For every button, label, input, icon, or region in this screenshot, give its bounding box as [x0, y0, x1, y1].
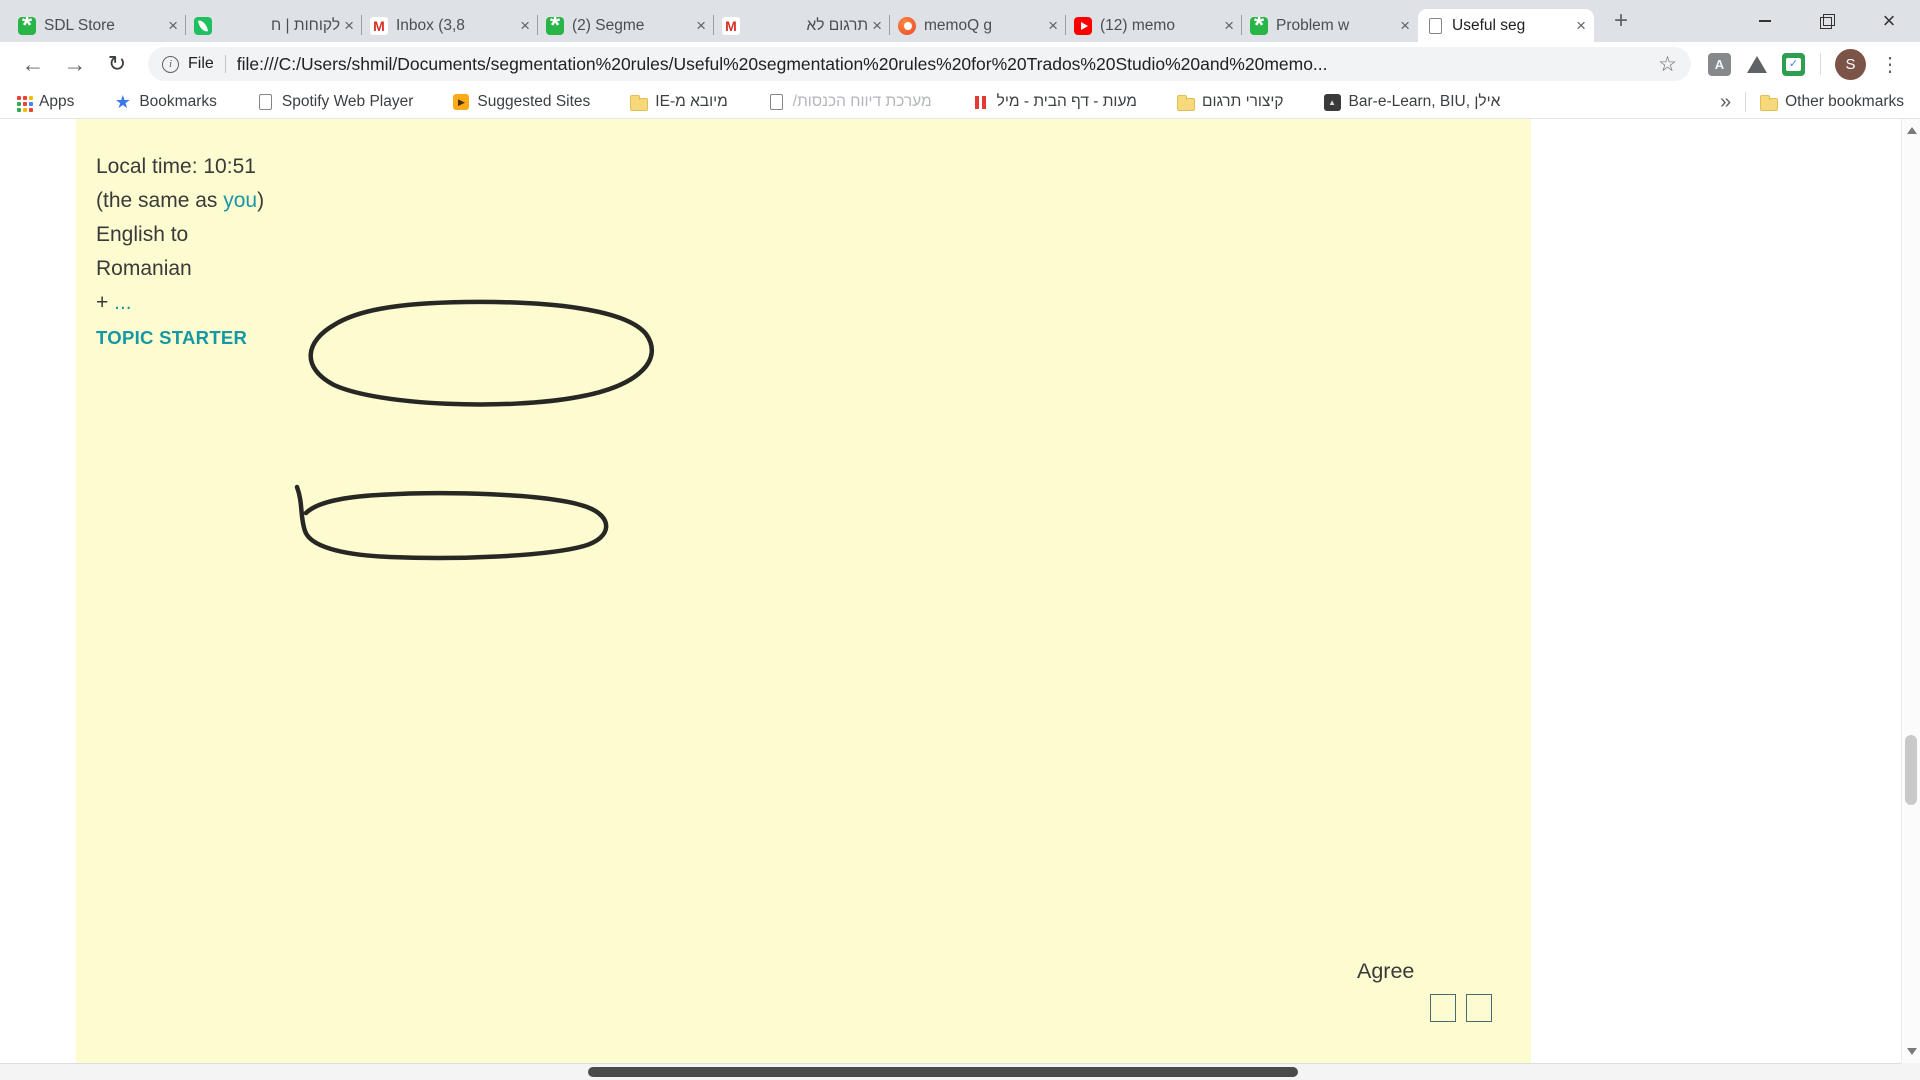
post-text-line — [337, 765, 1517, 793]
bookmark-label: מערכת דיווח הכנסות/ — [792, 93, 932, 110]
bookmark-label: Bookmarks — [139, 93, 217, 110]
bookmark-label: Spotify Web Player — [281, 93, 414, 110]
bookmarks-bar — [0, 86, 1920, 119]
scrollbar-corner — [1901, 1063, 1920, 1080]
tab-close-icon[interactable]: × — [696, 15, 706, 35]
post-text-line — [337, 233, 1517, 261]
scroll-down-arrow-icon[interactable] — [1907, 1048, 1917, 1055]
window-controls — [1734, 0, 1920, 42]
post-text-line — [337, 513, 1517, 541]
bookmark-favicon-icon — [1177, 94, 1194, 111]
browser-tab[interactable] — [1418, 9, 1594, 42]
bookmark-label: Suggested Sites — [477, 93, 591, 110]
bookmark-item[interactable] — [453, 93, 590, 111]
window-minimize-button[interactable] — [1734, 0, 1796, 42]
same-as-you-line — [96, 189, 336, 223]
tab-favicon-icon — [1074, 17, 1092, 35]
horizontal-scrollbar[interactable] — [0, 1063, 1901, 1080]
bookmark-favicon-icon — [768, 94, 785, 111]
browser-tab[interactable] — [1066, 9, 1242, 42]
bookmark-item[interactable] — [630, 93, 727, 111]
address-separator — [225, 55, 226, 73]
bookmark-label: מעות - דף הבית - מיל — [996, 93, 1137, 110]
post-text-line — [337, 261, 1517, 289]
toolbar-separator — [1820, 53, 1821, 75]
bookmark-label: מיובא מ-IE — [655, 93, 728, 110]
tab-favicon-icon — [18, 17, 36, 35]
post-text-line — [337, 177, 1517, 205]
tab-title: SDL Store — [44, 16, 115, 34]
post-text-line — [337, 541, 1517, 569]
tab-title: (12) memo — [1100, 16, 1175, 34]
tab-close-icon[interactable]: × — [872, 15, 882, 35]
page-content — [0, 119, 1920, 1080]
bookmark-favicon-icon — [972, 94, 989, 111]
tab-close-icon[interactable]: × — [1400, 15, 1410, 35]
post-text-line — [337, 597, 1517, 625]
tab-list — [0, 0, 1920, 42]
more-language-pairs — [96, 291, 336, 325]
tab-favicon-icon — [1250, 17, 1268, 35]
post-text-line — [337, 905, 1517, 933]
bookmark-item[interactable] — [14, 93, 74, 111]
agree-checkbox-2[interactable] — [1466, 994, 1492, 1022]
post-text-line — [337, 401, 1517, 429]
more-pairs-link[interactable]: ... — [114, 291, 132, 314]
tab-favicon-icon — [194, 17, 212, 35]
back-button[interactable]: ← — [21, 50, 45, 77]
post-text-line — [337, 569, 1517, 597]
post-text-line — [337, 681, 1517, 709]
post-text-line — [337, 849, 1517, 877]
reload-button[interactable]: ↻ — [107, 51, 127, 76]
same-as-prefix: (the same as — [96, 189, 224, 212]
other-bookmarks-folder[interactable] — [1760, 93, 1904, 111]
bookmark-favicon-icon — [14, 94, 31, 111]
tab-close-icon[interactable]: × — [1224, 15, 1234, 35]
tab-title: Problem w — [1276, 16, 1350, 34]
browser-tab[interactable] — [890, 9, 1066, 42]
url-text[interactable]: file:///C:/Users/shmil/Documents/segmentation%20rules/Useful%20segmentation%20rules%20for%20Trados%20Studio%20and%20memo... — [236, 53, 1328, 74]
bookmark-item[interactable] — [972, 93, 1137, 111]
forward-button[interactable]: → — [63, 50, 87, 77]
bookmark-label: קיצורי תרגום — [1201, 93, 1284, 110]
window-restore-button[interactable] — [1796, 0, 1858, 42]
vertical-scrollbar-thumb[interactable] — [1905, 735, 1917, 805]
bookmark-item[interactable] — [1177, 93, 1284, 111]
page-info-icon[interactable] — [162, 56, 179, 73]
more-pairs-prefix: + — [96, 291, 115, 314]
bookmark-favicon-icon — [453, 94, 469, 110]
poster-sidebar — [96, 155, 336, 349]
post-text-line — [337, 429, 1517, 457]
post-text-line — [337, 289, 1517, 317]
bookmark-label: Apps — [39, 93, 75, 110]
folder-icon — [1760, 94, 1777, 111]
tab-close-icon[interactable]: × — [344, 15, 354, 35]
agree-label: Agree — [1357, 959, 1415, 983]
post-text-line — [337, 205, 1517, 233]
same-as-suffix: ) — [257, 189, 265, 212]
post-body — [337, 177, 1517, 933]
browser-toolbar — [0, 42, 1920, 86]
bookmark-star-icon[interactable]: ☆ — [1658, 52, 1677, 76]
bookmarks-separator — [1745, 92, 1746, 112]
bookmark-favicon-icon — [257, 94, 274, 111]
pdf-extension-icon[interactable] — [1708, 53, 1731, 76]
tab-title: Useful seg — [1452, 16, 1526, 34]
tab-close-icon[interactable]: × — [1048, 15, 1058, 35]
tab-title: memoQ g — [924, 16, 993, 34]
tab-close-icon[interactable]: × — [168, 15, 178, 35]
tab-strip — [0, 0, 1920, 42]
window-close-button[interactable]: × — [1882, 8, 1896, 33]
bookmark-item[interactable] — [1324, 93, 1501, 111]
post-text-line — [337, 317, 1517, 345]
bookmark-favicon-icon — [1324, 94, 1341, 111]
bookmark-list — [14, 93, 1500, 111]
post-text-line — [337, 653, 1517, 681]
post-text-line — [337, 821, 1517, 849]
bookmark-favicon-icon — [114, 94, 131, 111]
tab-title: (2) Segme — [572, 16, 645, 34]
tab-title: תרגום לא — [806, 16, 869, 34]
browser-tab[interactable] — [714, 9, 890, 42]
post-text-line — [337, 485, 1517, 513]
browser-tab[interactable] — [538, 9, 714, 42]
language-pair-from: English to — [96, 223, 189, 246]
browser-tab[interactable] — [362, 9, 538, 42]
drive-extension-icon[interactable] — [1745, 53, 1768, 76]
tab-favicon-icon — [722, 17, 740, 35]
tab-favicon-icon — [370, 17, 388, 35]
bookmarks-overflow-chevron[interactable]: » — [1719, 90, 1732, 113]
post-text-line — [337, 877, 1517, 905]
post-text-line — [337, 457, 1517, 485]
url-scheme-chip: File — [188, 55, 214, 72]
horizontal-scrollbar-thumb[interactable] — [588, 1067, 1298, 1077]
tab-favicon-icon — [546, 17, 564, 35]
other-bookmarks-label: Other bookmarks — [1785, 93, 1904, 110]
post-text-line — [337, 373, 1517, 401]
bookmark-label: Bar-e-Learn, BIU, אילן — [1348, 93, 1501, 110]
bookmark-item[interactable] — [114, 93, 217, 111]
address-bar[interactable] — [148, 47, 1691, 81]
browser-tab[interactable] — [10, 9, 186, 42]
topic-starter-badge: TOPIC STARTER — [96, 327, 248, 348]
profile-avatar[interactable]: S — [1835, 49, 1866, 80]
browser-tab[interactable] — [186, 9, 362, 42]
tab-favicon-icon — [898, 17, 916, 35]
tab-title: Inbox (3,8 — [396, 16, 465, 34]
tab-close-icon[interactable]: × — [520, 15, 530, 35]
tab-close-icon[interactable]: × — [1576, 15, 1586, 35]
scroll-up-arrow-icon[interactable] — [1907, 127, 1917, 134]
browser-tab[interactable] — [1242, 9, 1418, 42]
agree-checkbox-1[interactable] — [1430, 994, 1456, 1022]
post-text-line — [337, 345, 1517, 373]
post-text-line — [337, 737, 1517, 765]
tab-favicon-icon — [1426, 17, 1444, 35]
vertical-scrollbar[interactable] — [1901, 119, 1920, 1063]
local-time-text: Local time: 10:51 — [96, 155, 256, 178]
bookmark-favicon-icon — [630, 94, 647, 111]
new-tab-button[interactable]: + — [1614, 7, 1629, 34]
browser-menu-icon[interactable]: ⋮ — [1880, 53, 1900, 76]
you-link[interactable]: you — [223, 189, 258, 212]
language-pair-to: Romanian — [96, 257, 192, 280]
post-text-line — [337, 793, 1517, 821]
bookmark-item[interactable] — [257, 93, 414, 111]
bookmark-item[interactable] — [768, 93, 932, 111]
tab-title: לקוחות | ח — [271, 16, 341, 34]
post-text-line — [337, 625, 1517, 653]
post-text-line — [337, 709, 1517, 737]
mail-checker-extension-icon[interactable] — [1782, 53, 1805, 76]
